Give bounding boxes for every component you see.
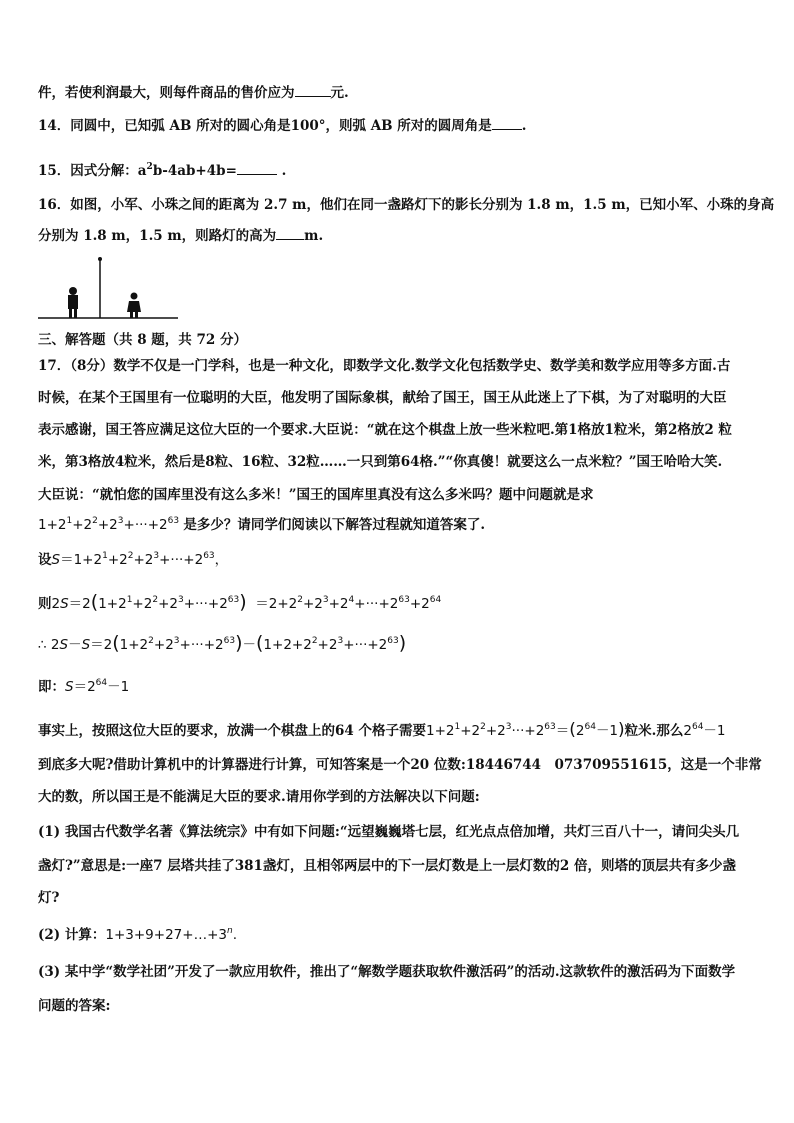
formula-2s: $2S=2(1+2^1+2^2+2^3+\cdot\cdot\cdot+2^{63}) =2+2^2+2^3+2^4+\cdot\cdot\cdot+2^{63}+2^{64}$ — [51, 591, 442, 613]
question-text: 同圆中，已知弧 AB 所对的圆心角是100°，则弧 AB 所对的圆周角是 — [70, 118, 492, 134]
q13-text: 件，若使利润最大，则每件商品的售价应为 — [38, 85, 295, 101]
q17-two-s — [38, 592, 756, 614]
q17-part1-line: 盏灯?”意思是:一座7 层塔共挂了381盏灯，且相邻两层中的下一层灯数是上一层灯数的2 倍，则塔的顶层共有多少盏 — [38, 858, 737, 874]
sum-formula: $1+2^1+2^2+2^3+\cdot\cdot\cdot+2^{63}$ — [38, 516, 180, 533]
formula-s: $S=1+2^1+2^2+2^3+\cdot\cdot\cdot+2^{63}$， — [51, 551, 229, 568]
answer-blank — [237, 160, 277, 175]
q17-text: 设 — [38, 552, 52, 568]
question-number: 15． — [38, 163, 71, 179]
q17-sum-question — [38, 515, 756, 535]
formula-part2: $1+3+9+27+\dots+3^n$. — [105, 926, 237, 943]
section-title: 三、解答题（共 8 题，共 72 分） — [38, 332, 247, 348]
q13-tail — [38, 82, 756, 103]
q17-text: 粒米.那么 — [624, 723, 684, 739]
street-lamp-figure — [38, 250, 178, 325]
question-15 — [38, 160, 756, 181]
q17-difference — [38, 633, 756, 655]
q17-line: 米，第3格放4粒米，然后是8粒、16粒、32粒……一只到第64格.”“你真傻！就要这么一点米粒？”国王哈哈大笑. — [38, 454, 723, 470]
q17-text: 事实上，按照这位大臣的要求，放满一个棋盘上的64 个格子需要 — [38, 723, 426, 739]
person-xiaozhu — [127, 293, 141, 319]
q17-line: 表示感谢，国王答应满足这位大臣的一个要求.大臣说：“就在这个棋盘上放一些米粒吧.第1格放1粒米，第2格放2 粒 — [38, 422, 732, 438]
question-16-line1 — [38, 195, 775, 215]
q17-text: 即： — [38, 679, 65, 695]
question-number: 16． — [38, 197, 71, 213]
q17-fact — [38, 720, 756, 741]
person-xiaojun — [68, 287, 78, 318]
question-text: 因式分解：a — [70, 163, 147, 179]
answer-blank — [276, 225, 304, 240]
q13-text-end: 元. — [330, 85, 349, 101]
q17-line: 大的数，所以国王是不能满足大臣的要求.请用你学到的方法解决以下问题: — [38, 789, 480, 805]
question-16-line2 — [38, 225, 756, 246]
q17-part2 — [38, 925, 756, 945]
q17-line: 17．（8分）数学不仅是一门学科，也是一种文化，即数学文化.数学文化包括数学史、数学美和数学应用等多方面.古 — [38, 358, 731, 374]
q17-part1-line: 灯? — [38, 890, 60, 906]
q17-part3-line: 问题的答案: — [38, 998, 111, 1014]
q17-part1-line: (1) 我国古代数学名著《算法统宗》中有如下问题:“远望巍巍塔七层，红光点点倍加增，共灯三百八十一，请问尖头几 — [38, 824, 740, 840]
q17-text: (2) 计算： — [38, 927, 106, 943]
q17-part3-line: (3) 某中学“数学社团”开发了一款应用软件，推出了“解数学题获取软件激活码”的活动.这款软件的激活码为下面数学 — [38, 964, 736, 980]
q17-text: 则 — [38, 596, 52, 612]
q17-line: 大臣说：“就怕您的国库里没有这么多米！”国王的国库里真没有这么多米吗？题中问题就是求 — [38, 487, 594, 503]
answer-blank — [492, 115, 522, 130]
question-text-end: m. — [304, 228, 324, 244]
q17-let-s — [38, 550, 756, 570]
question-text-end: . — [521, 118, 527, 134]
question-14 — [38, 115, 756, 136]
q17-result — [38, 677, 756, 697]
lamp-light — [98, 257, 102, 261]
question-text: 分别为 1.8 m，1.5 m，则路灯的高为 — [38, 228, 277, 244]
exponent: 2 — [146, 162, 153, 172]
q17-text: 是多少？请同学们阅读以下解答过程就知道答案了. — [183, 517, 486, 533]
question-text-end: . — [281, 163, 287, 179]
q17-line: 到底多大呢?借助计算机中的计算器进行计算，可知答案是一个20 位数:18446744 073709551615，这是一个非常 — [38, 757, 762, 773]
question-text: 如图，小军、小珠之间的距离为 2.7 m，他们在同一盏路灯下的影长分别为 1.8 m，1.5 m，已知小军、小珠的身高 — [70, 197, 775, 213]
formula-difference: ∴ $2S-S=2(1+2^2+2^3+\cdot\cdot\cdot+2^{63})-(1+2+2^2+2^3+\cdot\cdot\cdot+2^{63})$ — [38, 632, 407, 654]
answer-blank — [295, 82, 331, 97]
question-text-cont: b-4ab+4b= — [152, 163, 237, 179]
question-number: 14． — [38, 118, 71, 134]
q17-line: 时候，在某个王国里有一位聪明的大臣，他发明了国际象棋，献给了国王，国王从此迷上了下棋，为了对聪明的大臣 — [38, 390, 727, 406]
formula-fact: $1+2^1+2^2+2^3\cdot\cdot\cdot+2^{63}=(2^{64}-1)$ — [426, 720, 625, 740]
formula-result: $S=2^{64}-1$ — [65, 678, 130, 695]
formula-2-64-minus-1: $2^{64}-1$ — [683, 722, 726, 739]
